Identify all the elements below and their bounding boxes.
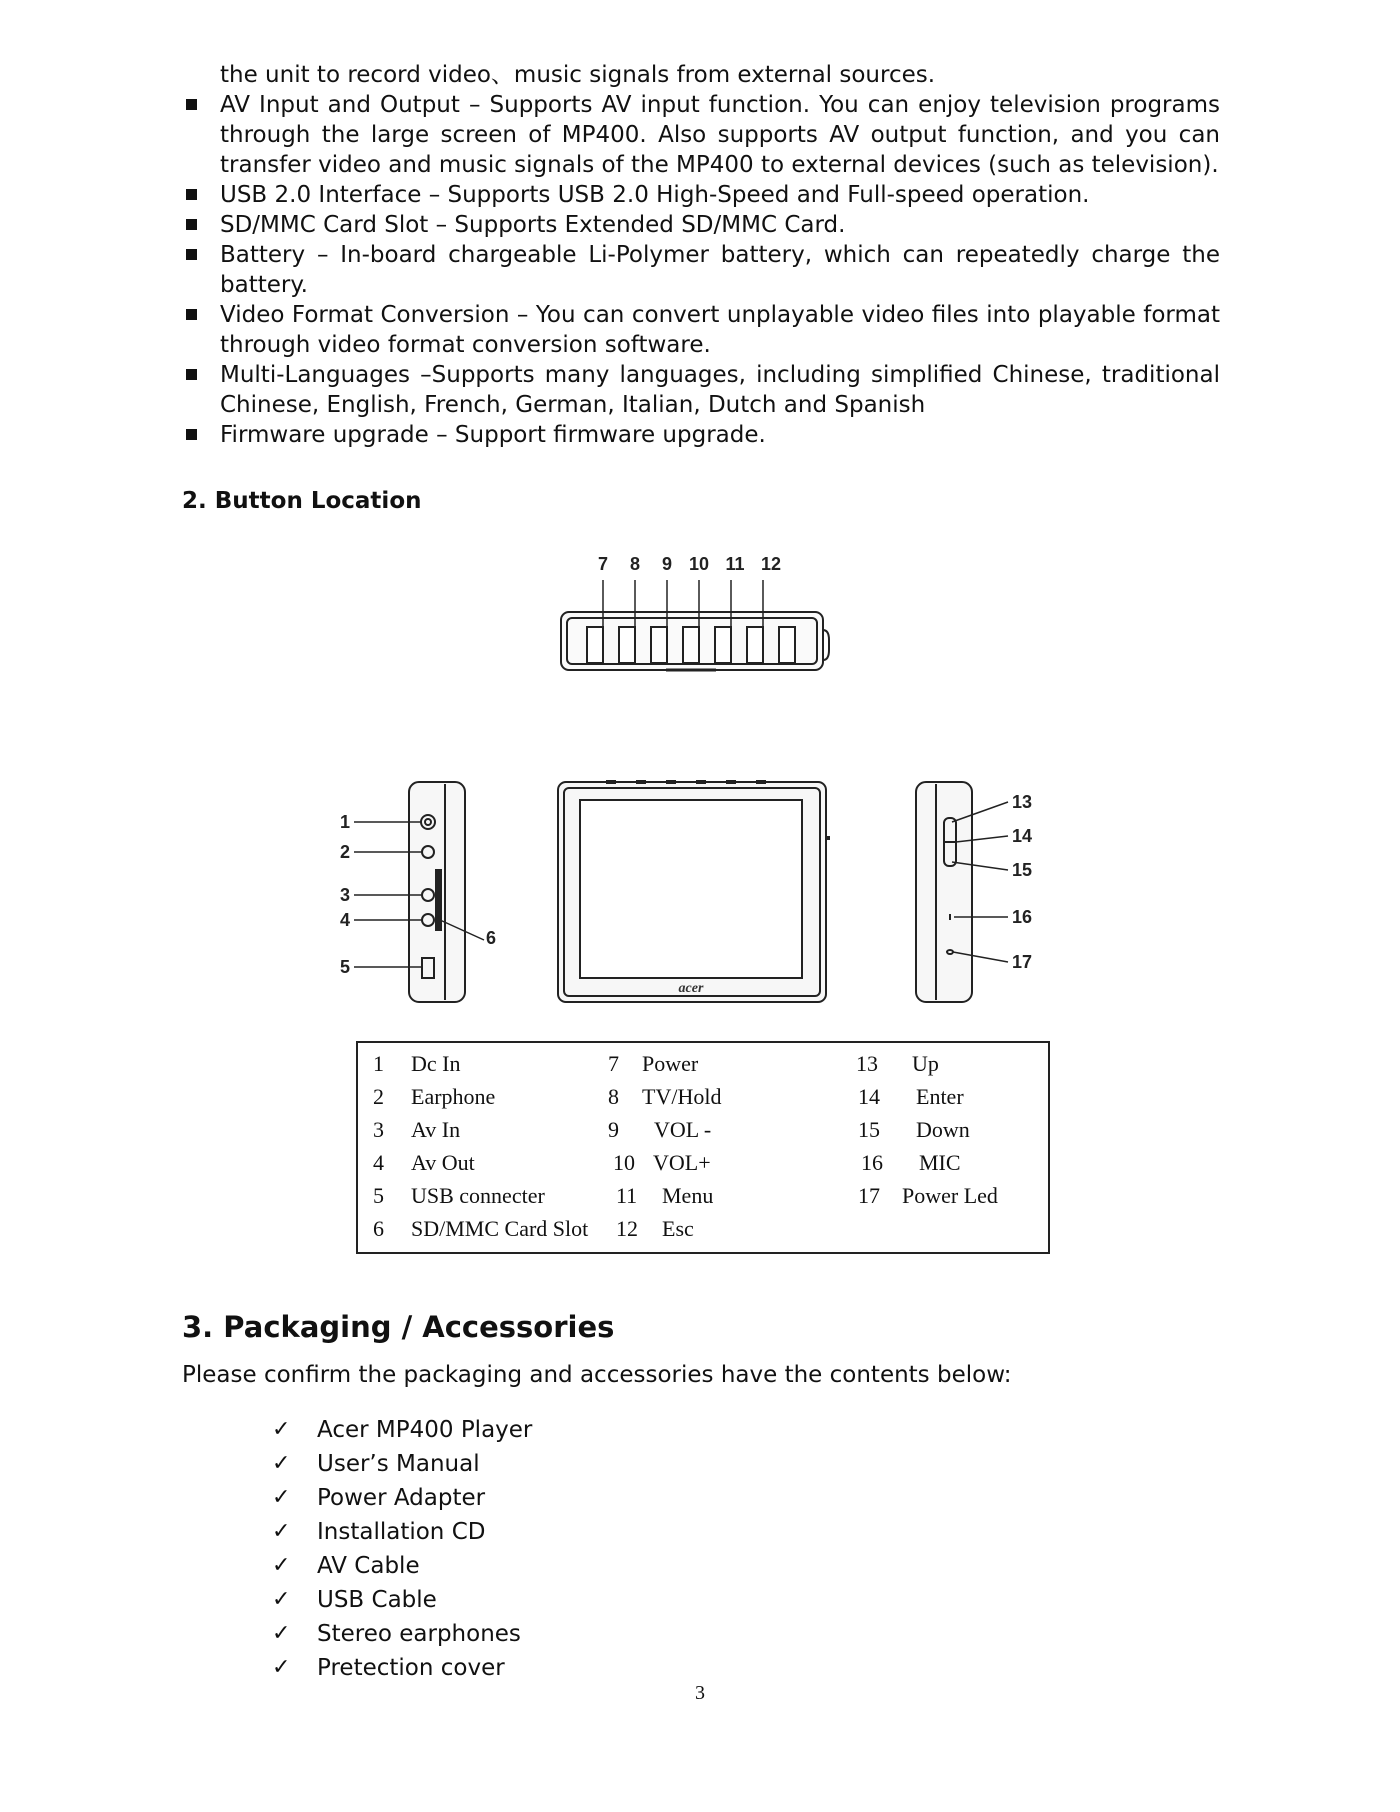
feature-item: SD/MMC Card Slot – Supports Extended SD/MMC Card.	[180, 210, 1220, 240]
legend-label: Av In	[411, 1117, 461, 1142]
accessory-item	[272, 1481, 532, 1515]
legend-entry	[858, 1183, 998, 1209]
legend-entry	[373, 1150, 475, 1176]
callout-5: 5	[340, 957, 351, 977]
legend-label: Power	[642, 1051, 699, 1076]
legend-entry	[856, 1051, 939, 1077]
legend-number: 7	[608, 1051, 619, 1076]
legend-entry	[373, 1183, 545, 1209]
accessory-item	[272, 1617, 532, 1651]
legend-label: VOL -	[654, 1117, 712, 1142]
feature-item: AV Input and Output – Supports AV input function. You can enjoy television programs through the large screen of MP400. Also supports AV output function, and you can transfer video and music signals of the MP400 to external devices (such as television).	[180, 90, 1220, 180]
button-location-heading: 2. Button Location	[182, 488, 422, 514]
callout-6: 6	[486, 928, 497, 948]
legend-label: Power Led	[902, 1183, 998, 1208]
accessory-label: Stereo earphones	[317, 1621, 521, 1647]
legend-label: Esc	[662, 1216, 694, 1241]
legend-label: Down	[916, 1117, 970, 1142]
accessory-item	[272, 1583, 532, 1617]
callout-4: 4	[340, 910, 351, 930]
legend-entry	[608, 1084, 721, 1110]
callout-9: 9	[661, 554, 673, 574]
legend-label: USB connecter	[411, 1183, 545, 1208]
callout-17: 17	[1012, 952, 1033, 972]
button-legend-table	[356, 1041, 1050, 1254]
feature-continuation: the unit to record video、music signals from external sources.	[220, 62, 936, 88]
checkmark-icon: ✓	[272, 1655, 291, 1680]
callout-8: 8	[629, 554, 641, 574]
legend-label: Av Out	[411, 1150, 475, 1175]
callout-14: 14	[1012, 826, 1033, 846]
accessory-label: Installation CD	[317, 1519, 486, 1545]
checkmark-icon: ✓	[272, 1451, 291, 1476]
legend-number: 15	[858, 1117, 880, 1142]
callout-15: 15	[1012, 860, 1033, 880]
checkmark-icon: ✓	[272, 1621, 291, 1646]
feature-item: Multi-Languages –Supports many languages, including simplified Chinese, traditional Chinese, English, French, German, Italian, Dutch and Spanish	[180, 360, 1220, 420]
legend-number: 10	[613, 1150, 635, 1175]
accessory-item	[272, 1515, 532, 1549]
legend-number: 3	[373, 1117, 384, 1142]
legend-entry	[858, 1117, 970, 1143]
callout-7: 7	[597, 554, 609, 574]
legend-label: Menu	[662, 1183, 714, 1208]
legend-entry	[616, 1183, 713, 1209]
legend-label: Enter	[916, 1084, 964, 1109]
feature-list	[180, 60, 1220, 450]
accessory-label: Pretection cover	[317, 1655, 505, 1681]
legend-number: 14	[858, 1084, 880, 1109]
legend-entry	[861, 1150, 961, 1176]
accessory-item	[272, 1413, 532, 1447]
checkmark-icon: ✓	[272, 1553, 291, 1578]
legend-entry	[608, 1117, 711, 1143]
callout-3: 3	[340, 885, 351, 905]
legend-number: 12	[616, 1216, 638, 1241]
checkmark-icon: ✓	[272, 1417, 291, 1442]
legend-entry	[613, 1150, 711, 1176]
legend-entry	[373, 1084, 495, 1110]
legend-number: 13	[856, 1051, 878, 1076]
legend-number: 1	[373, 1051, 384, 1076]
legend-number: 17	[858, 1183, 880, 1208]
legend-label: Up	[912, 1051, 939, 1076]
device-diagram	[336, 530, 1076, 1020]
legend-number: 4	[373, 1150, 384, 1175]
accessory-label: USB Cable	[317, 1587, 437, 1613]
accessory-label: AV Cable	[317, 1553, 420, 1579]
legend-label: Earphone	[411, 1084, 496, 1109]
legend-entry	[608, 1051, 698, 1077]
left-side-view	[354, 782, 484, 1002]
legend-number: 5	[373, 1183, 384, 1208]
packaging-heading: 3. Packaging / Accessories	[182, 1310, 615, 1344]
legend-number: 8	[608, 1084, 619, 1109]
accessory-item	[272, 1447, 532, 1481]
legend-label: VOL+	[653, 1150, 711, 1175]
accessory-label: Acer MP400 Player	[317, 1417, 533, 1443]
legend-number: 16	[861, 1150, 883, 1175]
feature-item: Firmware upgrade – Support firmware upgrade.	[180, 420, 1220, 450]
feature-item: Battery – In-board chargeable Li-Polymer battery, which can repeatedly charge the battery.	[180, 240, 1220, 300]
callout-2: 2	[340, 842, 351, 862]
legend-label: TV/Hold	[642, 1084, 722, 1109]
legend-label: MIC	[919, 1150, 961, 1175]
accessory-label: User’s Manual	[317, 1451, 480, 1477]
callout-1: 1	[340, 812, 351, 832]
packaging-intro: Please confirm the packaging and accessories have the contents below:	[182, 1362, 1012, 1388]
legend-entry	[373, 1216, 588, 1242]
legend-label: Dc In	[411, 1051, 461, 1076]
legend-number: 6	[373, 1216, 384, 1241]
legend-label: SD/MMC Card Slot	[411, 1216, 589, 1241]
legend-number: 9	[608, 1117, 619, 1142]
callout-16: 16	[1012, 907, 1033, 927]
callout-11: 11	[725, 554, 745, 574]
top-view	[561, 580, 829, 670]
callout-10: 10	[688, 554, 710, 574]
front-view	[558, 782, 830, 1002]
checkmark-icon: ✓	[272, 1519, 291, 1544]
callout-12: 12	[760, 554, 782, 574]
accessory-label: Power Adapter	[317, 1485, 486, 1511]
legend-entry	[373, 1051, 460, 1077]
page-number: 3	[695, 1682, 705, 1704]
legend-number: 2	[373, 1084, 384, 1109]
callout-13: 13	[1012, 792, 1033, 812]
accessory-item	[272, 1651, 532, 1685]
legend-entry	[858, 1084, 964, 1110]
device-diagram-svg	[336, 530, 1076, 1020]
right-side-view	[916, 782, 1008, 1002]
legend-number: 11	[616, 1183, 638, 1208]
checkmark-icon: ✓	[272, 1587, 291, 1612]
legend-entry	[616, 1216, 694, 1242]
feature-item: USB 2.0 Interface – Supports USB 2.0 High-Speed and Full-speed operation.	[180, 180, 1220, 210]
brand-logo: acer	[678, 981, 704, 996]
legend-entry	[373, 1117, 460, 1143]
feature-item: Video Format Conversion – You can convert unplayable video files into playable format through video format conversion software.	[180, 300, 1220, 360]
accessory-item	[272, 1549, 532, 1583]
accessories-list	[272, 1413, 532, 1685]
checkmark-icon: ✓	[272, 1485, 291, 1510]
